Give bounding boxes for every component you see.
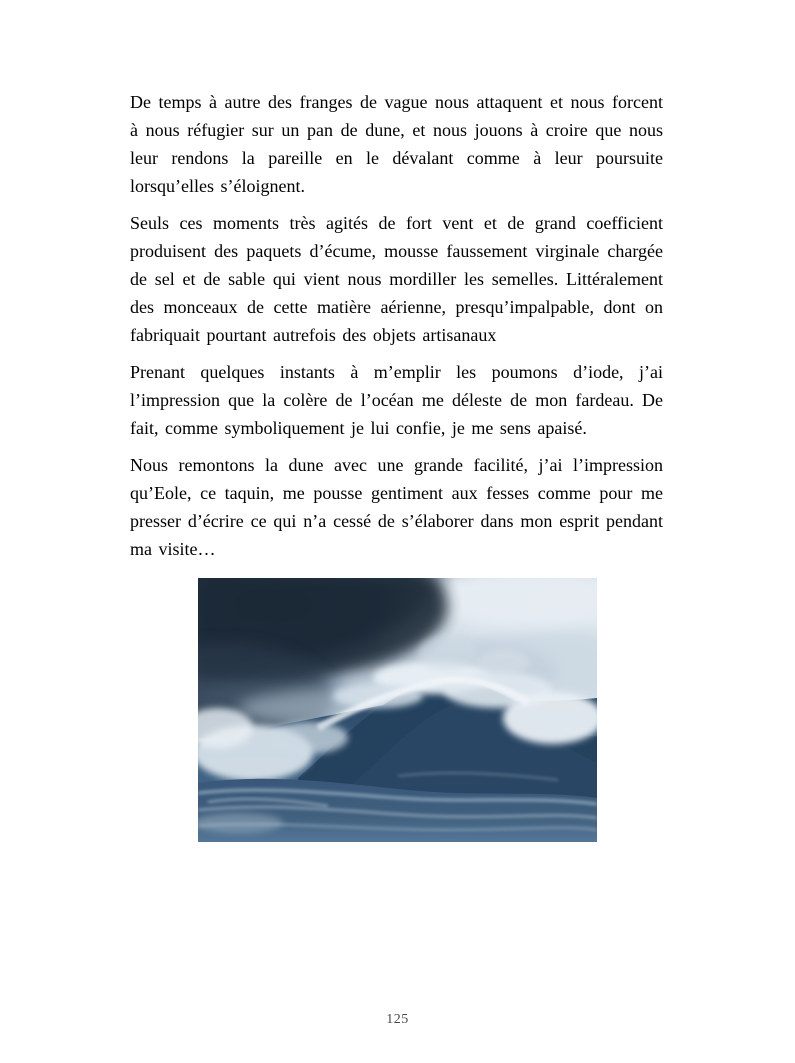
paragraph-4: Nous remontons la dune avec une grande facilité, j’ai l’impression qu’Eole, ce taquin, me pousse gentiment aux fesses comme pour me presser d’écrire ce qui n’a cessé de s’élaborer dans mon esprit pendant ma visite… <box>130 455 663 559</box>
paragraph-3: Prenant quelques instants à m’emplir les poumons d’iode, j’ai l’impression que la colère de l’océan me déleste de mon fardeau. De fait, comme symboliquement je lui confie, je me sens apaisé. <box>130 362 663 438</box>
paragraph-2: Seuls ces moments très agités de fort vent et de grand coefficient produisent des paquets d’écume, mousse faussement virginale chargée de sel et de sable qui vient nous mordiller les semelles. Littéralement des monceaux de cette matière aérienne, presqu’impalpable, dont on fabriquait pourtant autrefois des objets artisanaux <box>130 213 663 345</box>
ocean-wave-illustration <box>198 578 597 842</box>
body-text <box>130 88 663 572</box>
page-number: 125 <box>386 1012 409 1027</box>
ocean-wave-photo <box>198 578 597 842</box>
paragraph-1: De temps à autre des franges de vague nous attaquent et nous forcent à nous réfugier sur un pan de dune, et nous jouons à croire que nous leur rendons la pareille en le dévalant comme à leur poursuite lorsqu’elles s’éloignent. <box>130 92 663 196</box>
